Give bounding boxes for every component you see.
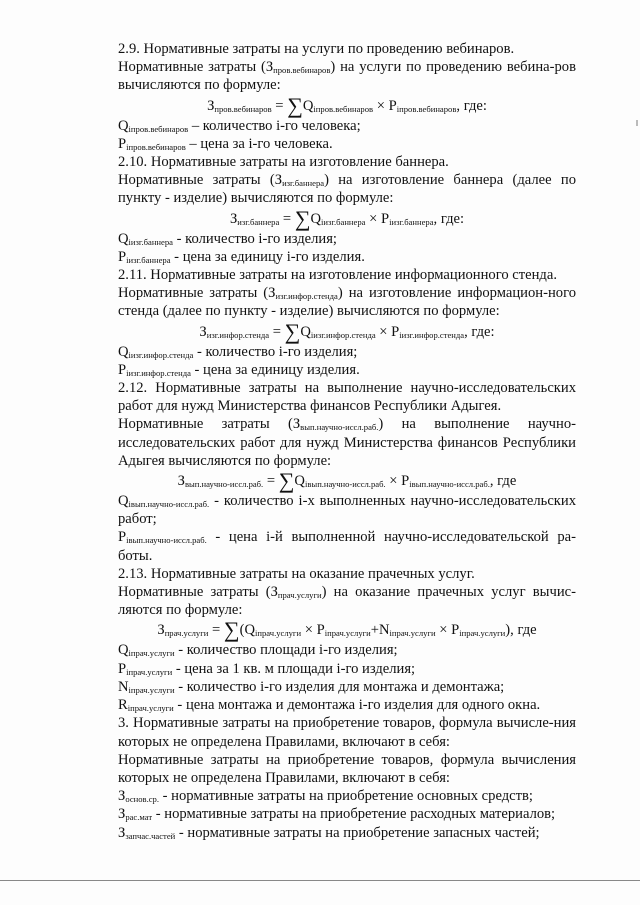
formula-2-10: Зизг.баннера = ∑Qiизг.баннера × Piизг.баннера, где: xyxy=(229,205,465,231)
section-2-10-intro: Нормативные затраты (Зизг.баннера) на изготовление баннера (далее по пункту - изделие) вычисляются по формуле: xyxy=(118,172,576,207)
definition-q-2-10: Qiизг.баннера - количество i-го изделия; xyxy=(118,230,337,247)
definition-p-2-12: Piвып.научно-иссл.раб. - цена i-й выполненной научно-исследовательской ра-боты. xyxy=(118,529,576,564)
formula-2-11: Зизг.инфор.стенда = ∑Qiизг.инфор.стенда × Piизг.инфор.стенда, где: xyxy=(199,318,495,344)
section-2-13-intro: Нормативные затраты (Зпрач.услуги) на оказание прачечных услуг вычис-ляются по формуле: xyxy=(118,584,576,619)
section-2-9-title: 2.9. Нормативные затраты на услуги по проведению вебинаров. xyxy=(118,41,515,57)
section-2-13-title: 2.13. Нормативные затраты на оказание прачечных услуг. xyxy=(118,565,475,582)
definition-q-2-13: Qiпрач.услуги - количество площади i-го изделия; xyxy=(118,642,398,659)
definition-n-2-13: Niпрач.услуги - количество i-го изделия для монтажа и демонтажа; xyxy=(118,678,505,695)
definition-r-2-13: Riпрач.услуги - цена монтажа и демонтажа i-го изделия для одного окна. xyxy=(118,697,541,714)
section-2-12-intro: Нормативные затраты (Звып.научно-иссл.раб.) на выполнение научно-исследовательских работ для нужд Министерства финансов Республики Адыгея вычисляются по формуле: xyxy=(118,416,576,469)
section-2-11-title: 2.11. Нормативные затраты на изготовление информационного стенда. xyxy=(118,267,557,284)
section-3-item-fixed-assets: Зоснов.ср. - нормативные затраты на приобретение основных средств; xyxy=(118,788,533,805)
section-3-paragraph-2: Нормативные затраты на приобретение товаров, формула вычисления которых не определена Правилами, включают в себя: xyxy=(118,751,576,786)
definition-p-2-11: Piизг.инфор.стенда - цена за единицу изделия. xyxy=(118,361,360,378)
definition-q-2-12: Qiвып.научно-иссл.раб. - количество i-х выполненных научно-исследовательских работ; xyxy=(118,493,576,528)
section-2-12-title: 2.12. Нормативные затраты на выполнение научно-исследовательских работ для нужд Министерства финансов Республики Адыгея. xyxy=(118,380,576,415)
scan-bottom-line xyxy=(0,880,640,881)
section-3-item-consumables: Зрас.мат - нормативные затраты на приобретение расходных материалов; xyxy=(118,806,556,823)
section-3-paragraph-1: 3. Нормативные затраты на приобретение товаров, формула вычисле-ния которых не определена Правилами, включают в себя: xyxy=(118,715,576,750)
section-2-11-intro: Нормативные затраты (Зизг.инфор.стенда) на изготовление информацион-ного стенда (далее по пункту - изделие) вычисляются по формуле: xyxy=(118,285,576,320)
section-2-9-intro: Нормативные затраты (Зпров.вебинаров) на услуги по проведению вебина-ров вычисляются по формуле: xyxy=(118,59,576,94)
definition-p-2-13: Piпрач.услуги - цена за 1 кв. м площади i-го изделия; xyxy=(118,660,416,677)
definition-q-2-9: Qiпров.вебинаров – количество i-го человека; xyxy=(118,117,361,134)
formula-2-9: Зпров.вебинаров = ∑Qiпров.вебинаров × Piпров.вебинаров, где: xyxy=(207,92,487,118)
definition-p-2-9: Piпров.вебинаров – цена за i-го человека. xyxy=(118,135,333,152)
formula-2-13: Зпрач.услуги = ∑(Qiпрач.услуги × Piпрач.услуги+Niпрач.услуги × Piпрач.услуги), где xyxy=(157,617,537,643)
section-3-item-spare-parts: Ззапчас.частей - нормативные затраты на приобретение запасных частей; xyxy=(118,824,540,841)
document-body xyxy=(118,40,576,842)
formula-2-12: Звып.научно-иссл.раб. = ∑Qiвып.научно-иссл.раб. × Piвып.научно-иссл.раб., где xyxy=(177,468,517,494)
definition-q-2-11: Qiизг.инфор.стенда - количество i-го изделия; xyxy=(118,343,358,360)
scan-edge-mark xyxy=(636,120,638,126)
definition-p-2-10: Piизг.баннера - цена за единицу i-го изделия. xyxy=(118,248,365,265)
section-2-10-title: 2.10. Нормативные затраты на изготовление баннера. xyxy=(118,154,449,171)
